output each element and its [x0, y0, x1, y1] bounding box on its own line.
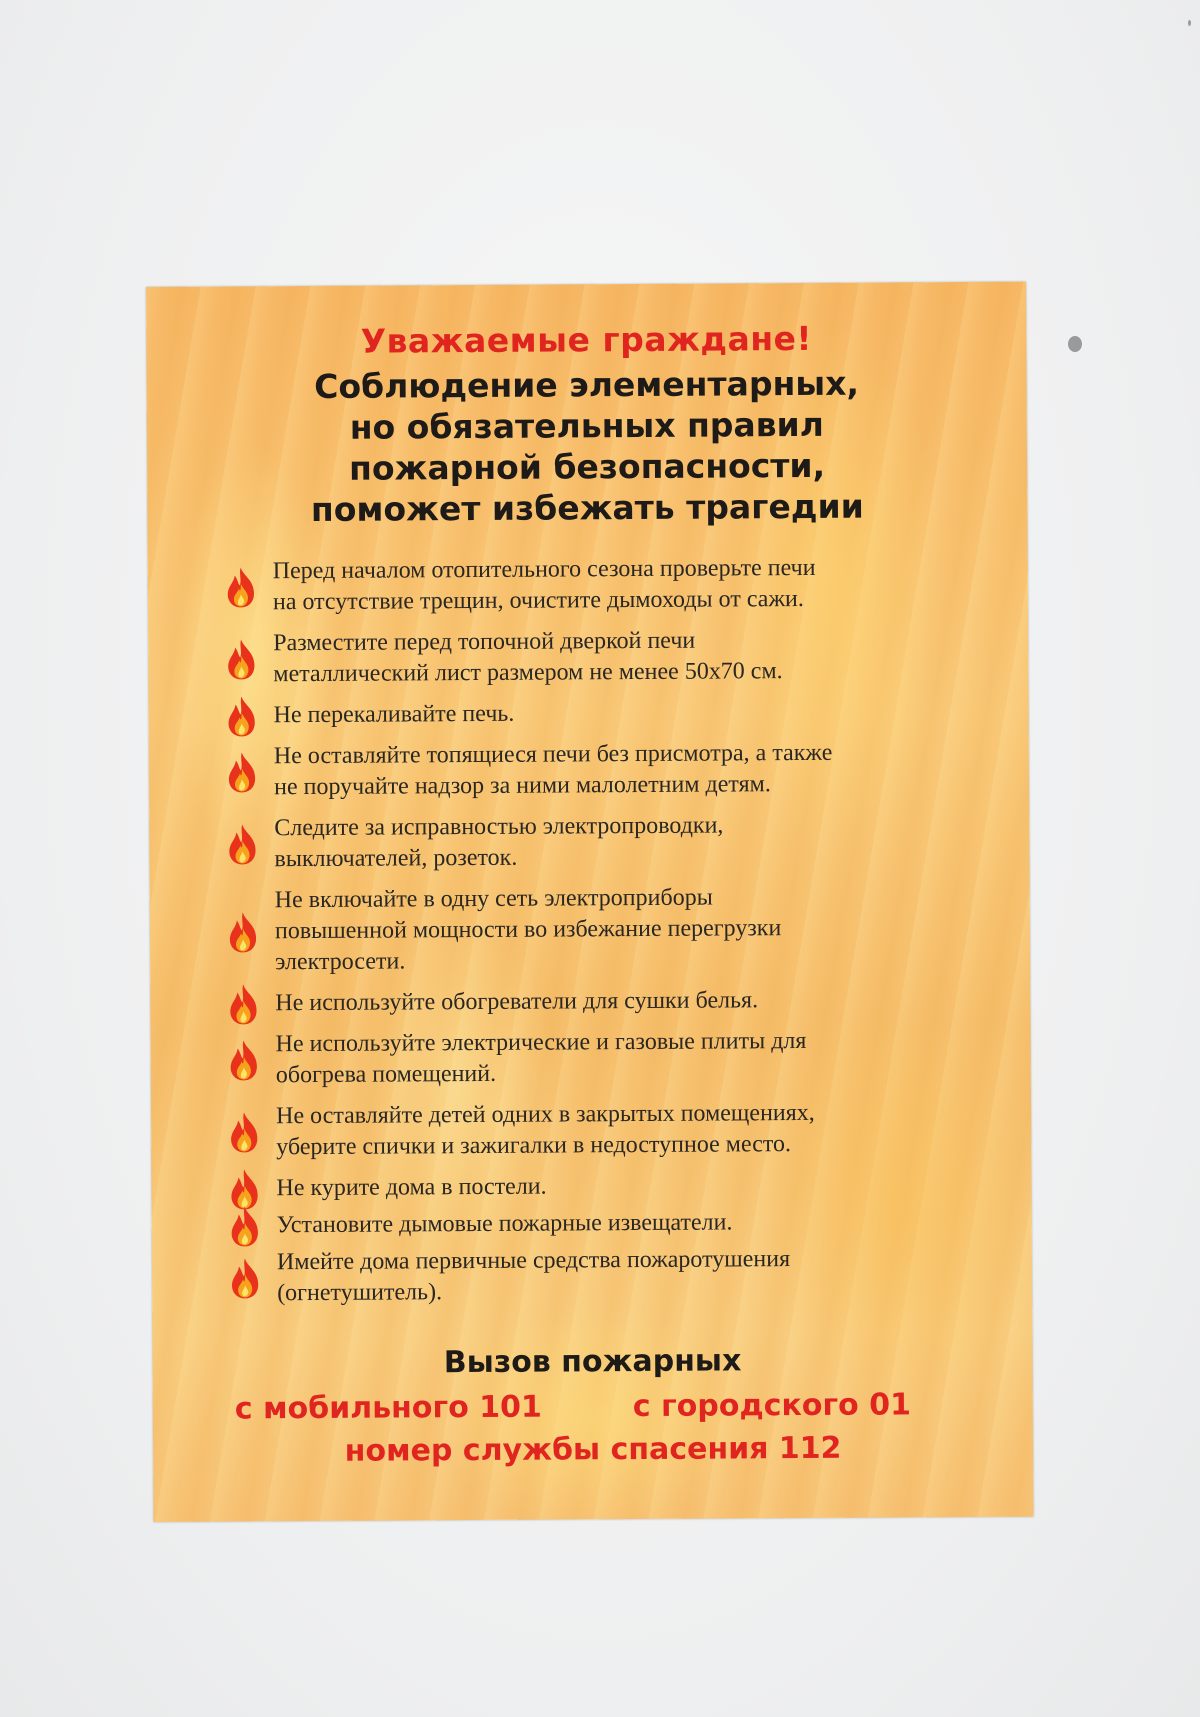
- rule-text-line: Следите за исправностью электропроводки,: [274, 812, 724, 842]
- rule-text-line: не поручайте надзор за ними малолетним детям.: [273, 771, 771, 801]
- headline: [146, 362, 1027, 531]
- rule-text: [276, 1025, 1006, 1091]
- rule-text-line: металлический лист размером не менее 50х70 см.: [273, 658, 783, 688]
- rule-item: [226, 1097, 1006, 1164]
- headline-line: но обязательных правил: [349, 404, 825, 447]
- greeting-title: Уважаемые граждане!: [360, 318, 813, 361]
- rule-text: [274, 809, 1004, 875]
- rule-text-line: выключателей, розеток.: [274, 844, 518, 873]
- rule-item: [224, 737, 1004, 804]
- rule-text-line: Не курите дома в постели.: [276, 1173, 547, 1202]
- fire-safety-leaflet: [146, 282, 1034, 1522]
- fire-icon: [223, 694, 259, 738]
- headline-line: Соблюдение элементарных,: [314, 363, 860, 406]
- rule-text-line: Установите дымовые пожарные извещатели.: [276, 1209, 733, 1239]
- rule-text-line: Не оставляйте топящиеся печи без присмотра, а также: [273, 739, 833, 770]
- fire-icon: [225, 910, 261, 954]
- call-firefighters-title: Вызов пожарных: [443, 1343, 742, 1381]
- headline-line: пожарной безопасности,: [348, 445, 826, 488]
- rule-text: [275, 881, 1006, 978]
- rule-item: [223, 624, 1003, 691]
- rule-item: [227, 1206, 1007, 1242]
- rule-text: [276, 1097, 1006, 1163]
- rule-text-line: Разместите перед топочной дверкой печи: [273, 627, 696, 657]
- rule-item: [224, 809, 1004, 876]
- fire-icon: [224, 822, 260, 866]
- rule-text: [277, 1243, 1007, 1309]
- headline-line: поможет избежать трагедии: [310, 486, 864, 529]
- rule-text-line: уберите спички и зажигалки в недоступное место.: [276, 1131, 792, 1161]
- rescue-service-number: номер службы спасения 112: [344, 1430, 842, 1469]
- landline-number: с городского 01: [632, 1387, 912, 1425]
- rule-text: [276, 1169, 1006, 1204]
- fire-icon: [223, 565, 259, 609]
- fire-icon: [225, 982, 261, 1026]
- rule-item: [225, 984, 1005, 1020]
- rule-text-line: электросети.: [275, 948, 406, 976]
- fire-icon: [226, 1110, 262, 1154]
- fire-icon: [227, 1204, 263, 1248]
- rule-text-line: обогрева помещений.: [275, 1060, 497, 1089]
- safety-rules-list: [223, 552, 1008, 1318]
- rule-text: [274, 737, 1004, 803]
- mobile-number: с мобильного 101: [234, 1389, 542, 1427]
- rule-text-line: Не перекаливайте печь.: [273, 700, 515, 729]
- rule-text: [273, 624, 1003, 690]
- rule-item: [227, 1243, 1007, 1310]
- rule-text-line: Перед началом отопительного сезона проверьте печи: [272, 554, 816, 585]
- scan-speck: [1068, 336, 1082, 352]
- rule-item: [226, 1025, 1006, 1092]
- rule-text: [273, 552, 1003, 618]
- scan-speck: [1188, 20, 1191, 26]
- fire-icon: [227, 1256, 263, 1300]
- rule-text: [275, 984, 1005, 1019]
- rule-text: [277, 1206, 1007, 1241]
- rule-item: [225, 881, 1006, 979]
- rule-text: [274, 696, 1004, 731]
- rule-text-line: Не оставляйте детей одних в закрытых помещениях,: [275, 1099, 815, 1130]
- rule-item: [223, 552, 1003, 619]
- fire-icon: [223, 637, 259, 681]
- fire-icon: [226, 1038, 262, 1082]
- rule-text-line: (огнетушитель).: [277, 1279, 443, 1307]
- fire-icon: [224, 750, 260, 794]
- rule-text-line: Не используйте электрические и газовые плиты для: [275, 1027, 807, 1058]
- rule-item: [226, 1169, 1006, 1205]
- rule-text-line: Имейте дома первичные средства пожаротушения: [276, 1246, 791, 1276]
- rule-text-line: Не используйте обогреватели для сушки белья.: [275, 987, 759, 1017]
- rule-text-line: на отсутствие трещин, очистите дымоходы от сажи.: [272, 585, 804, 616]
- rule-text-line: повышенной мощности во избежание перегрузки: [274, 915, 782, 945]
- rule-text-line: Не включайте в одну сеть электроприборы: [274, 884, 713, 914]
- rule-item: [224, 696, 1004, 732]
